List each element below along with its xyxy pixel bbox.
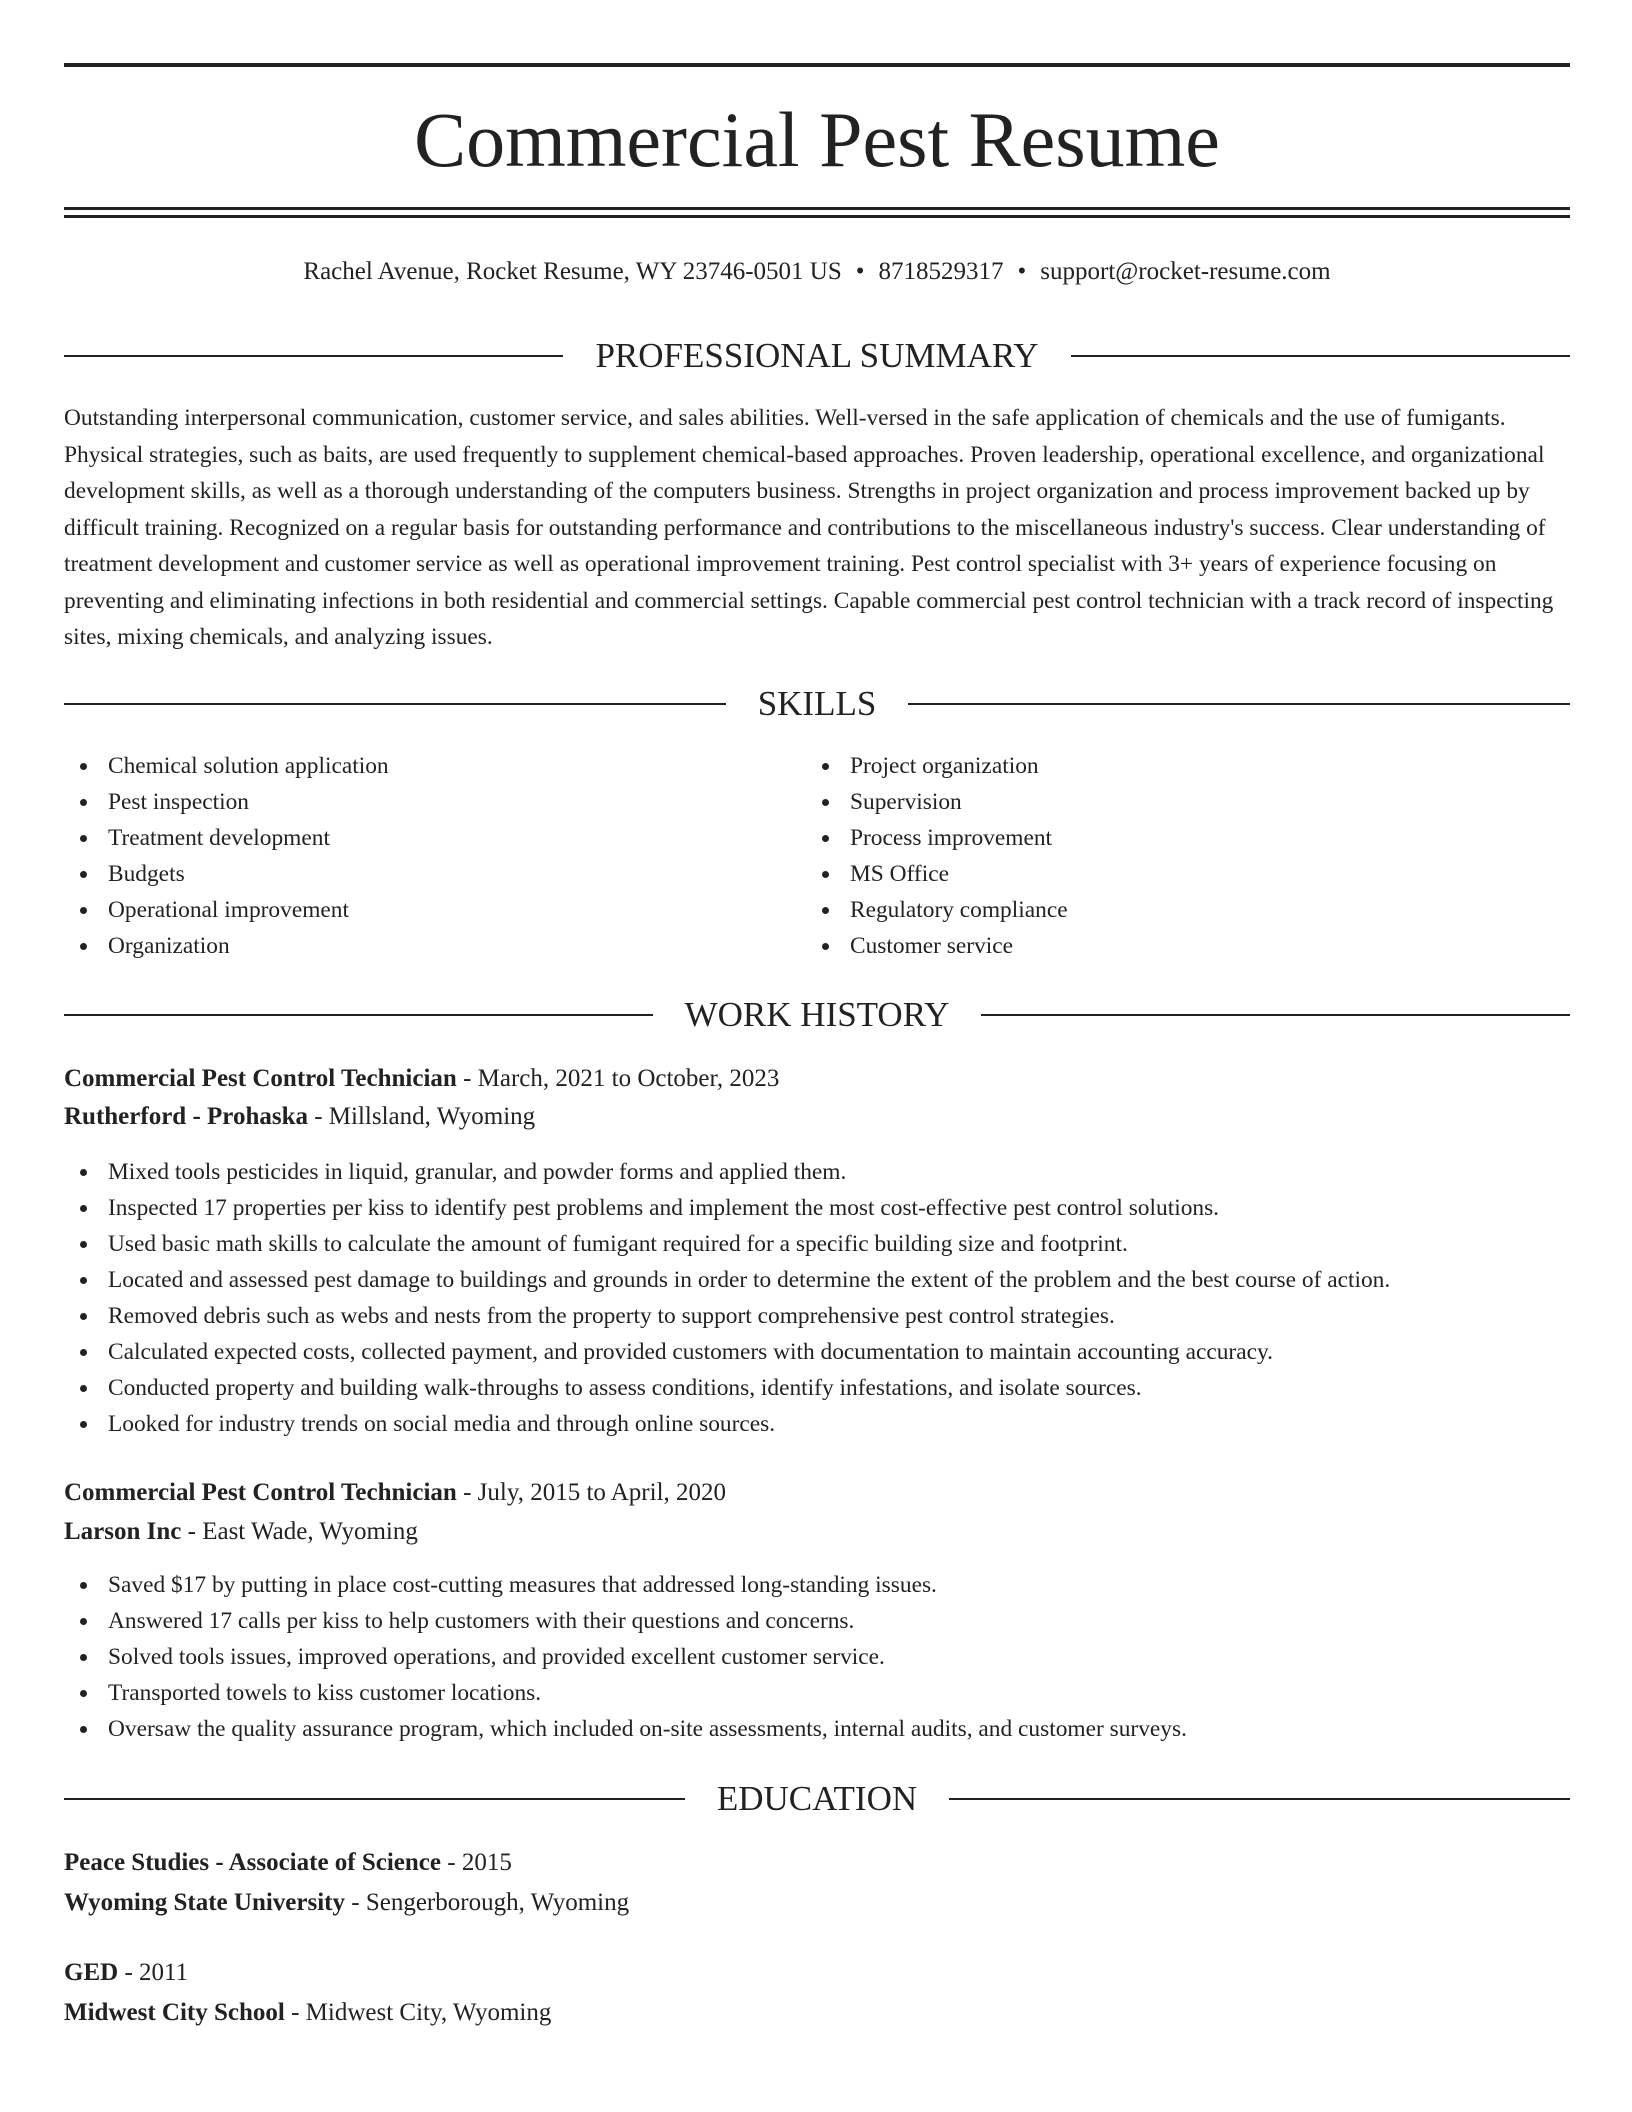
skill-item: Budgets (64, 856, 389, 892)
job-title: Commercial Pest Control Technician (64, 1479, 457, 1506)
heading-rule (1071, 355, 1570, 357)
duty-item: Oversaw the quality assurance program, which included on-site assessments, internal audits, and customer surveys. (64, 1711, 1187, 1747)
duty-item: Saved $17 by putting in place cost-cutting measures that addressed long-standing issues. (64, 1567, 1187, 1603)
top-rule (64, 63, 1570, 67)
contact-address: Rachel Avenue, Rocket Resume, WY 23746-0501 US (303, 258, 842, 285)
education-location: - Sengerborough, Wyoming (345, 1889, 630, 1916)
summary-heading (64, 334, 1570, 378)
job-dates: - March, 2021 to October, 2023 (456, 1065, 780, 1092)
duty-item: Transported towels to kiss customer locations. (64, 1675, 1187, 1711)
heading-rule (908, 703, 1570, 705)
skill-item: Chemical solution application (64, 748, 389, 784)
work-heading-text: WORK HISTORY (684, 995, 950, 1034)
job-title-line (64, 1061, 779, 1097)
duty-item: Solved tools issues, improved operations, and provided excellent customer service. (64, 1639, 1187, 1675)
education-heading (64, 1777, 1570, 1821)
summary-text: Outstanding interpersonal communication, customer service, and sales abilities. Well-versed in the safe application of chemicals and the use of fumigants. Physical strategies, such as baits, are used frequently to supplement chemical-based approaches. Proven leadership, operational excellence, and organizational development skills, as well as a thorough understanding of the computers business. Strengths in project organization and process improvement backed up by difficult training. Recognized on a regular basis for outstanding performance and contributions to the miscellaneous industry's success. Clear understanding of treatment development and customer service as well as operational improvement training. Pest control specialist with 3+ years of experience focusing on preventing and eliminating infections in both residential and commercial settings. Capable commercial pest control technician with a track record of inspecting sites, mixing chemicals, and analyzing issues. (64, 405, 1554, 650)
skill-item: Operational improvement (64, 892, 389, 928)
skill-item: Pest inspection (64, 784, 389, 820)
work-heading (64, 993, 1570, 1037)
contact-email[interactable]: support@rocket-resume.com (1040, 258, 1331, 285)
education-school-line (64, 1995, 551, 2031)
contact-separator: • (855, 258, 865, 285)
skill-item: Project organization (806, 748, 1068, 784)
title-rule-upper (64, 207, 1570, 210)
education-degree: Peace Studies - Associate of Science (64, 1849, 442, 1876)
job-dates: - July, 2015 to April, 2020 (456, 1479, 727, 1506)
education-year: - 2011 (118, 1959, 189, 1986)
education-degree-line (64, 1955, 188, 1991)
heading-rule (64, 355, 563, 357)
duty-item: Conducted property and building walk-throughs to assess conditions, identify infestations, and isolate sources. (64, 1370, 1390, 1406)
skills-list-right (806, 748, 1068, 964)
education-school-line (64, 1885, 629, 1921)
title-rule-lower (64, 215, 1570, 218)
duty-item: Calculated expected costs, collected payment, and provided customers with documentation to maintain accounting accuracy. (64, 1334, 1390, 1370)
duty-item: Removed debris such as webs and nests from the property to support comprehensive pest control strategies. (64, 1298, 1390, 1334)
skill-item: Treatment development (64, 820, 389, 856)
job-location: - Millsland, Wyoming (307, 1103, 536, 1130)
job-duties-list (64, 1154, 1390, 1442)
contact-separator: • (1017, 258, 1027, 285)
job-location: - East Wade, Wyoming (181, 1518, 418, 1545)
job-title-line (64, 1475, 726, 1511)
job-company: Rutherford - Prohaska (64, 1103, 308, 1130)
summary-heading-text: PROFESSIONAL SUMMARY (595, 336, 1039, 375)
education-degree: GED (64, 1959, 119, 1986)
duty-item: Used basic math skills to calculate the amount of fumigant required for a specific building size and footprint. (64, 1226, 1390, 1262)
heading-rule (981, 1014, 1570, 1016)
duty-item: Mixed tools pesticides in liquid, granular, and powder forms and applied them. (64, 1154, 1390, 1190)
heading-rule (64, 1014, 653, 1016)
duty-item: Looked for industry trends on social media and through online sources. (64, 1406, 1390, 1442)
heading-rule (949, 1798, 1570, 1800)
duty-item: Located and assessed pest damage to buildings and grounds in order to determine the extent of the problem and the best course of action. (64, 1262, 1390, 1298)
job-company-line (64, 1514, 418, 1550)
skill-item: Regulatory compliance (806, 892, 1068, 928)
heading-rule (64, 703, 726, 705)
skill-item: MS Office (806, 856, 1068, 892)
education-school: Midwest City School (64, 1999, 285, 2026)
contact-phone: 8718529317 (878, 258, 1004, 285)
job-duties-list (64, 1567, 1187, 1747)
job-title: Commercial Pest Control Technician (64, 1065, 457, 1092)
skill-item: Process improvement (806, 820, 1068, 856)
skills-list-left (64, 748, 389, 964)
resume-title: Commercial Pest Resume (414, 96, 1220, 183)
skill-item: Organization (64, 928, 389, 964)
heading-rule (64, 1798, 685, 1800)
job-company-line (64, 1099, 535, 1135)
education-heading-text: EDUCATION (716, 1779, 918, 1818)
contact-line (64, 255, 1570, 289)
skill-item: Customer service (806, 928, 1068, 964)
duty-item: Inspected 17 properties per kiss to identify pest problems and implement the most cost-effective pest control solutions. (64, 1190, 1390, 1226)
skills-heading-text: SKILLS (757, 684, 877, 723)
education-school: Wyoming State University (64, 1889, 345, 1916)
education-location: - Midwest City, Wyoming (284, 1999, 552, 2026)
skills-heading (64, 682, 1570, 726)
job-company: Larson Inc (64, 1518, 182, 1545)
skill-item: Supervision (806, 784, 1068, 820)
duty-item: Answered 17 calls per kiss to help customers with their questions and concerns. (64, 1603, 1187, 1639)
education-degree-line (64, 1845, 512, 1881)
education-year: - 2015 (441, 1849, 512, 1876)
